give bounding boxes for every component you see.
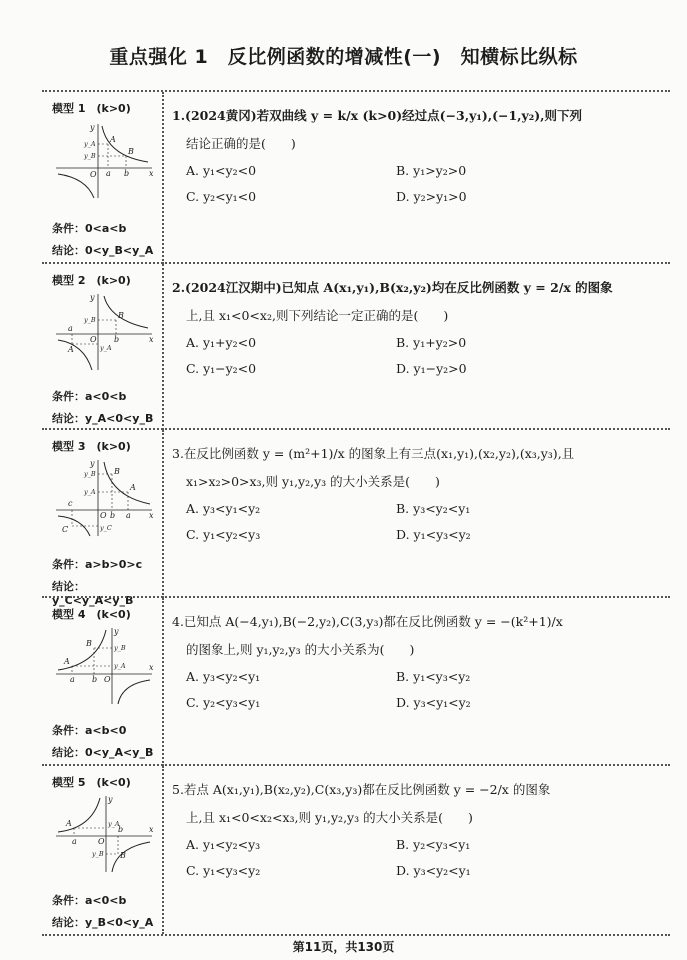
model-label: 模型 4 (k<0) — [52, 608, 131, 621]
ya-label: y_A — [100, 344, 112, 352]
a-label: a — [70, 675, 75, 684]
model-graph — [52, 456, 156, 538]
x-axis-label: x — [149, 825, 154, 834]
option-c[interactable]: C. y₁<y₃<y₂ — [186, 863, 261, 878]
point-b-label: B — [114, 467, 120, 476]
page-title: 重点强化 1 反比例函数的增减性(一) 知横标比纵标 — [109, 46, 578, 68]
condition-text: 条件：a<0<b — [52, 894, 127, 907]
y-axis-label: y — [90, 459, 95, 468]
b-label: b — [124, 169, 130, 178]
model-graph — [52, 624, 156, 706]
point-a-label: A — [130, 483, 136, 492]
option-c[interactable]: C. y₁<y₂<y₃ — [186, 527, 261, 542]
ya-label: y_A — [84, 488, 96, 496]
question-5 — [172, 776, 660, 884]
option-b[interactable]: B. y₁>y₂>0 — [396, 163, 467, 178]
model-panel — [42, 264, 164, 430]
b-label: b — [110, 511, 116, 520]
point-b-label: B — [86, 639, 92, 648]
point-a-label: A — [68, 345, 74, 354]
option-b[interactable]: B. y₁+y₂>0 — [396, 335, 467, 350]
section-model-5 — [42, 764, 670, 936]
point-c-label: C — [62, 525, 69, 534]
question-stem-line1: 2.(2024江汉期中)已知点 A(x₁,y₁),B(x₂,y₂)均在反比例函数 y = 2/x 的图象 — [172, 280, 613, 295]
yc-label: y_C — [100, 524, 112, 532]
model-label: 模型 2 (k>0) — [52, 274, 131, 287]
model-graph — [52, 118, 156, 200]
yb-label: y_B — [92, 850, 104, 858]
conclusion-text: 结论：0<y_B<y_A — [52, 244, 154, 257]
yb-label: y_B — [84, 152, 96, 160]
yb-label: y_B — [84, 470, 96, 478]
condition-text: 条件：a>b>0>c — [52, 558, 143, 571]
option-a[interactable]: A. y₁+y₂<0 — [186, 335, 257, 350]
question-stem-line2: 结论正确的是( ) — [186, 136, 296, 151]
conclusion-text: 结论：0<y_A<y_B — [52, 746, 154, 759]
option-a[interactable]: A. y₁<y₂<0 — [186, 163, 257, 178]
section-model-3 — [42, 428, 670, 607]
condition-text: 条件：0<a<b — [52, 222, 127, 235]
x-axis-label: x — [149, 335, 154, 344]
x-axis-label: x — [149, 663, 154, 672]
origin-label: O — [98, 837, 105, 846]
model-label: 模型 5 (k<0) — [52, 776, 131, 789]
section-model-1 — [42, 90, 670, 264]
model-panel — [42, 430, 164, 607]
yb-label: y_B — [114, 644, 126, 652]
ya-label: y_A — [114, 662, 126, 670]
a-label: a — [72, 837, 77, 846]
option-a[interactable]: A. y₃<y₂<y₁ — [186, 669, 261, 684]
y-axis-label: y — [90, 293, 95, 302]
question-stem-line1: 3.在反比例函数 y = (m²+1)/x 的图象上有三点(x₁,y₁),(x₂,y₂),(x₃,y₃),且 — [172, 446, 575, 461]
conclusion-text: 结论：y_B<0<y_A — [52, 916, 154, 929]
question-4 — [172, 608, 660, 716]
question-stem-line1: 4.已知点 A(−4,y₁),B(−2,y₂),C(3,y₃)都在反比例函数 y = −(k²+1)/x — [172, 614, 563, 629]
point-b-label: B — [118, 311, 124, 320]
origin-label: O — [100, 511, 107, 520]
ya-label: y_A — [84, 140, 96, 148]
origin-label: O — [90, 335, 97, 344]
option-d[interactable]: D. y₁<y₃<y₂ — [396, 527, 471, 542]
option-a[interactable]: A. y₃<y₁<y₂ — [186, 501, 261, 516]
y-axis-label: y — [90, 123, 95, 132]
condition-text: 条件：a<b<0 — [52, 724, 127, 737]
condition-text: 条件：a<0<b — [52, 390, 127, 403]
conclusion-text: 结论：y_A<0<y_B — [52, 412, 154, 425]
point-a-label: A — [110, 135, 116, 144]
option-b[interactable]: B. y₁<y₃<y₂ — [396, 669, 471, 684]
point-a-label: A — [64, 657, 70, 666]
model-panel — [42, 766, 164, 934]
c-label: c — [68, 499, 73, 508]
point-b-label: B — [128, 147, 134, 156]
origin-label: O — [104, 675, 111, 684]
option-d[interactable]: D. y₂>y₁>0 — [396, 189, 467, 204]
model-label: 模型 3 (k>0) — [52, 440, 131, 453]
section-model-4 — [42, 596, 670, 766]
a-label: a — [106, 169, 111, 178]
point-b-label: B — [120, 851, 126, 860]
y-axis-label: y — [108, 795, 113, 804]
x-axis-label: x — [149, 169, 154, 178]
option-b[interactable]: B. y₃<y₂<y₁ — [396, 501, 471, 516]
page-footer: 第11页，共130页 — [292, 940, 395, 954]
ya-label: y_A — [108, 820, 120, 828]
b-label: b — [114, 335, 120, 344]
option-c[interactable]: C. y₂<y₁<0 — [186, 189, 257, 204]
model-label: 模型 1 (k>0) — [52, 102, 131, 115]
y-axis-label: y — [114, 627, 119, 636]
question-1 — [172, 102, 660, 210]
option-d[interactable]: D. y₃<y₁<y₂ — [396, 695, 471, 710]
model-graph — [52, 290, 156, 372]
option-d[interactable]: D. y₁−y₂>0 — [396, 361, 467, 376]
option-d[interactable]: D. y₃<y₂<y₁ — [396, 863, 471, 878]
option-a[interactable]: A. y₁<y₂<y₃ — [186, 837, 261, 852]
option-c[interactable]: C. y₂<y₃<y₁ — [186, 695, 261, 710]
origin-label: O — [90, 170, 97, 179]
point-a-label: A — [66, 819, 72, 828]
question-stem-line2: x₁>x₂>0>x₃,则 y₁,y₂,y₃ 的大小关系是( ) — [186, 474, 440, 489]
question-stem-line2: 上,且 x₁<0<x₂,则下列结论一定正确的是( ) — [186, 308, 449, 323]
model-panel — [42, 598, 164, 766]
section-model-2 — [42, 262, 670, 430]
b-label: b — [92, 675, 98, 684]
question-2 — [172, 274, 660, 382]
b-label: b — [118, 825, 124, 834]
x-axis-label: x — [149, 511, 154, 520]
question-stem-line1: 1.(2024黄冈)若双曲线 y = k/x (k>0)经过点(−3,y₁),(−1,y₂),则下列 — [172, 108, 583, 123]
question-3 — [172, 440, 660, 548]
a-label: a — [68, 324, 73, 333]
option-b[interactable]: B. y₂<y₃<y₁ — [396, 837, 471, 852]
option-c[interactable]: C. y₁−y₂<0 — [186, 361, 257, 376]
a-label: a — [126, 511, 131, 520]
model-graph — [52, 792, 156, 874]
conclusion-text: 结论：y_C<y_A<y_B — [52, 580, 134, 607]
model-panel — [42, 92, 164, 264]
question-stem-line2: 上,且 x₁<0<x₂<x₃,则 y₁,y₂,y₃ 的大小关系是( ) — [186, 810, 473, 825]
question-stem-line1: 5.若点 A(x₁,y₁),B(x₂,y₂),C(x₃,y₃)都在反比例函数 y = −2/x 的图象 — [172, 782, 551, 797]
yb-label: y_B — [84, 316, 96, 324]
question-stem-line2: 的图象上,则 y₁,y₂,y₃ 的大小关系为( ) — [186, 642, 415, 657]
